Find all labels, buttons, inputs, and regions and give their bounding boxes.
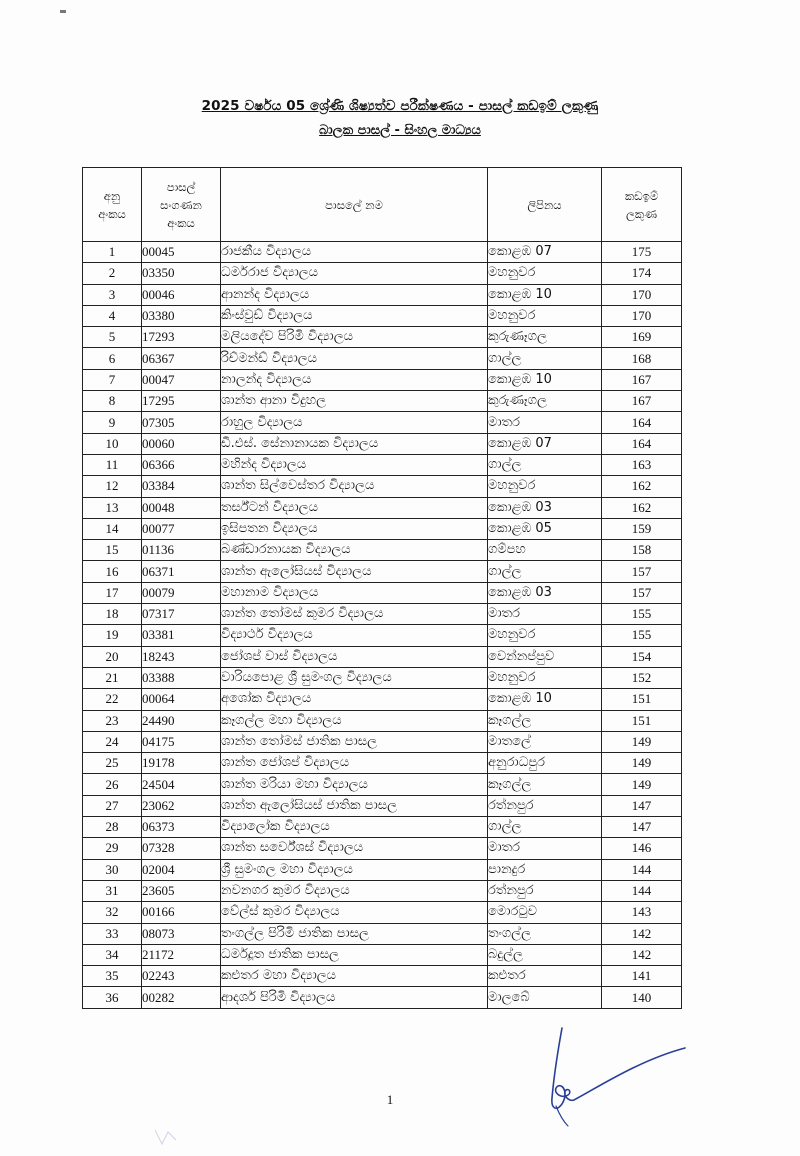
cell-cutoff: 149	[602, 774, 682, 795]
cell-address: කොළඹ 10	[488, 689, 602, 710]
cell-address: මාතර	[488, 604, 602, 625]
cell-school-name: ධර්මදූත ජාතික පාසල	[221, 944, 488, 965]
table-row	[83, 305, 682, 326]
cell-cutoff: 144	[602, 880, 682, 901]
table-row	[83, 966, 682, 987]
cell-address: මාතර	[488, 412, 602, 433]
cell-cutoff: 154	[602, 646, 682, 667]
cell-cutoff: 164	[602, 412, 682, 433]
cell-address: පානදුර	[488, 859, 602, 880]
cell-cutoff: 170	[602, 305, 682, 326]
page-number: 1	[386, 1092, 394, 1107]
cell-address: මහනුවර	[488, 667, 602, 688]
cell-school-name: තංගල්ල පිරිමි ජාතික පාසල	[221, 923, 488, 944]
cell-cutoff: 167	[602, 391, 682, 412]
cell-index: 23	[83, 710, 142, 731]
cell-school-name: වාරියපොළ ශ්‍රී සුමංගල විද්‍යාලය	[221, 667, 488, 688]
cell-school-code: 04175	[142, 731, 221, 752]
cell-school-code: 08073	[142, 923, 221, 944]
cell-address: කුරුණෑගල	[488, 327, 602, 348]
cell-school-name: ශාන්ත ඇලෝසියස් විද්‍යාලය	[221, 561, 488, 582]
cell-index: 25	[83, 753, 142, 774]
cell-index: 20	[83, 646, 142, 667]
cell-cutoff: 159	[602, 518, 682, 539]
cell-school-code: 18243	[142, 646, 221, 667]
cell-cutoff: 175	[602, 242, 682, 263]
cell-school-code: 00046	[142, 284, 221, 305]
cell-school-name: ආදර්ශ පිරිමි විද්‍යාලය	[221, 987, 488, 1008]
cell-school-name: ඉසිපතන විද්‍යාලය	[221, 518, 488, 539]
document-subtitle: බාලක පාසල් - සිංහල මාධ්‍යය	[319, 123, 481, 138]
cell-index: 14	[83, 518, 142, 539]
cell-address: මොරටුව	[488, 902, 602, 923]
cell-index: 1	[83, 242, 142, 263]
cell-index: 12	[83, 476, 142, 497]
faint-pen-mark	[150, 1110, 190, 1150]
cell-index: 35	[83, 966, 142, 987]
cell-school-code: 23062	[142, 795, 221, 816]
cell-school-name: නාලන්ද විද්‍යාලය	[221, 369, 488, 390]
header-school-code	[142, 168, 221, 242]
cell-school-name: ඩී.එස්. සේනානායක විද්‍යාලය	[221, 433, 488, 454]
cell-school-name: අශෝක විද්‍යාලය	[221, 689, 488, 710]
cell-school-name: විද්‍යාර්ථ විද්‍යාලය	[221, 625, 488, 646]
cell-school-name: ශාන්ත සර්වේශස් විද්‍යාලය	[221, 838, 488, 859]
table-row	[83, 391, 682, 412]
table-row	[83, 454, 682, 475]
cell-school-name: රිච්මන්ඩ් විද්‍යාලය	[221, 348, 488, 369]
cell-cutoff: 168	[602, 348, 682, 369]
table-row	[83, 710, 682, 731]
cell-cutoff: 170	[602, 284, 682, 305]
cutoff-marks-table	[82, 167, 682, 1009]
table-row	[83, 689, 682, 710]
table-row	[83, 284, 682, 305]
cell-address: බදුල්ල	[488, 944, 602, 965]
cell-cutoff: 155	[602, 625, 682, 646]
table-row	[83, 561, 682, 582]
cell-school-code: 07305	[142, 412, 221, 433]
table-row	[83, 902, 682, 923]
table-row	[83, 795, 682, 816]
cell-school-name: ශාන්ත මරියා මහා විද්‍යාලය	[221, 774, 488, 795]
cell-school-code: 17295	[142, 391, 221, 412]
cell-address: ගාල්ල	[488, 454, 602, 475]
cell-index: 3	[83, 284, 142, 305]
table-body	[83, 242, 682, 1009]
table-row	[83, 348, 682, 369]
cell-index: 11	[83, 454, 142, 475]
cell-school-name: කළුතර මහා විද්‍යාලය	[221, 966, 488, 987]
table-row	[83, 923, 682, 944]
table-row	[83, 604, 682, 625]
cell-index: 29	[83, 838, 142, 859]
cell-school-code: 01136	[142, 540, 221, 561]
cell-address: කෑගල්ල	[488, 774, 602, 795]
cell-index: 32	[83, 902, 142, 923]
table-header-row	[83, 168, 682, 242]
cell-address: මාලබේ	[488, 987, 602, 1008]
cell-address: ගම්පහ	[488, 540, 602, 561]
cell-index: 7	[83, 369, 142, 390]
table-row	[83, 327, 682, 348]
cell-school-name: කෑගල්ල මහා විද්‍යාලය	[221, 710, 488, 731]
table-row	[83, 817, 682, 838]
cell-cutoff: 157	[602, 582, 682, 603]
cell-index: 33	[83, 923, 142, 944]
cell-cutoff: 158	[602, 540, 682, 561]
cell-index: 8	[83, 391, 142, 412]
table-row	[83, 412, 682, 433]
cell-address: රත්නපුර	[488, 880, 602, 901]
cell-school-name: බණ්ඩාරනායක විද්‍යාලය	[221, 540, 488, 561]
cell-school-name: විද්‍යාලෝක විද්‍යාලය	[221, 817, 488, 838]
scan-artifact	[60, 10, 66, 13]
cell-index: 28	[83, 817, 142, 838]
table-row	[83, 625, 682, 646]
cell-address: කොළඹ 05	[488, 518, 602, 539]
cell-index: 34	[83, 944, 142, 965]
table-row	[83, 774, 682, 795]
table-row	[83, 667, 682, 688]
cell-school-code: 00047	[142, 369, 221, 390]
cell-cutoff: 143	[602, 902, 682, 923]
cell-cutoff: 147	[602, 817, 682, 838]
cell-address: අනුරාධපුර	[488, 753, 602, 774]
cell-school-code: 00048	[142, 497, 221, 518]
cell-cutoff: 169	[602, 327, 682, 348]
cell-index: 26	[83, 774, 142, 795]
cell-index: 36	[83, 987, 142, 1008]
cell-address: මාතර	[488, 838, 602, 859]
cell-cutoff: 157	[602, 561, 682, 582]
cell-address: කොළඹ 07	[488, 433, 602, 454]
cell-school-code: 03380	[142, 305, 221, 326]
cell-address: ගාල්ල	[488, 348, 602, 369]
cell-address: කුරුණෑගල	[488, 391, 602, 412]
header-cutoff	[602, 168, 682, 242]
cell-cutoff: 151	[602, 689, 682, 710]
cell-address: කෑගල්ල	[488, 710, 602, 731]
cell-school-name: මලියදේව පිරිමි විද්‍යාලය	[221, 327, 488, 348]
table-row	[83, 838, 682, 859]
table-row	[83, 582, 682, 603]
cell-school-name: මහානාම විද්‍යාලය	[221, 582, 488, 603]
cell-address: කොළඹ 03	[488, 582, 602, 603]
cell-cutoff: 146	[602, 838, 682, 859]
cell-school-name: ජෝශප් වාස් විද්‍යාලය	[221, 646, 488, 667]
cell-school-name: ශ්‍රී සුමංගල මහා විද්‍යාලය	[221, 859, 488, 880]
cell-school-name: ශාන්ත සිල්වෙස්තර විද්‍යාලය	[221, 476, 488, 497]
header-index-label: අනු අංකය	[98, 188, 126, 221]
cell-index: 21	[83, 667, 142, 688]
cell-cutoff: 142	[602, 944, 682, 965]
cell-index: 16	[83, 561, 142, 582]
cell-school-name: ශාන්ත ජෝශප් විද්‍යාලය	[221, 753, 488, 774]
cell-index: 17	[83, 582, 142, 603]
cell-school-name: ශාන්ත ආනා විදුහල	[221, 391, 488, 412]
cell-school-name: තර්ස්ටන් විද්‍යාලය	[221, 497, 488, 518]
table-row	[83, 476, 682, 497]
cell-index: 9	[83, 412, 142, 433]
cell-index: 15	[83, 540, 142, 561]
cell-school-code: 06367	[142, 348, 221, 369]
cell-address: මහනුවර	[488, 476, 602, 497]
cell-school-code: 00077	[142, 518, 221, 539]
header-cutoff-label: කඩඉම් ලකුණ	[624, 188, 659, 221]
cell-index: 30	[83, 859, 142, 880]
cell-index: 10	[83, 433, 142, 454]
cell-index: 31	[83, 880, 142, 901]
cell-address: තංගල්ල	[488, 923, 602, 944]
cell-school-code: 03384	[142, 476, 221, 497]
cell-address: මහනුවර	[488, 263, 602, 284]
table-row	[83, 518, 682, 539]
cell-school-code: 24490	[142, 710, 221, 731]
table-row	[83, 433, 682, 454]
cell-cutoff: 162	[602, 497, 682, 518]
cell-address: වෙන්නප්පුව	[488, 646, 602, 667]
cell-address: කොළඹ 10	[488, 369, 602, 390]
cell-index: 5	[83, 327, 142, 348]
cell-cutoff: 167	[602, 369, 682, 390]
cell-cutoff: 149	[602, 731, 682, 752]
cell-address: ගාල්ල	[488, 561, 602, 582]
table-row	[83, 369, 682, 390]
cell-school-code: 00045	[142, 242, 221, 263]
cell-index: 18	[83, 604, 142, 625]
cell-address: මහනුවර	[488, 305, 602, 326]
header-school-name: පාසලේ නම	[221, 168, 488, 242]
cell-school-code: 03381	[142, 625, 221, 646]
cell-school-code: 00166	[142, 902, 221, 923]
table-row	[83, 540, 682, 561]
cell-address: මාතලේ	[488, 731, 602, 752]
cell-school-code: 00064	[142, 689, 221, 710]
table-row	[83, 731, 682, 752]
cell-cutoff: 174	[602, 263, 682, 284]
cell-school-code: 07317	[142, 604, 221, 625]
document-title: 2025 වර්ෂය 05 ශ්‍රේණි ශිෂ්‍යත්ව පරීක්ෂණය - පාසල් කඩඉම් ලකුණු	[201, 98, 599, 114]
cell-school-code: 02243	[142, 966, 221, 987]
table-row	[83, 263, 682, 284]
cell-school-name: ධර්මරාජ විද්‍යාලය	[221, 263, 488, 284]
table-row	[83, 497, 682, 518]
cell-school-name: රාහුල විද්‍යාලය	[221, 412, 488, 433]
cell-cutoff: 164	[602, 433, 682, 454]
cell-school-code: 24504	[142, 774, 221, 795]
cell-cutoff: 151	[602, 710, 682, 731]
cell-school-code: 00079	[142, 582, 221, 603]
cell-cutoff: 162	[602, 476, 682, 497]
cell-cutoff: 141	[602, 966, 682, 987]
cell-cutoff: 163	[602, 454, 682, 475]
cell-index: 24	[83, 731, 142, 752]
cell-school-code: 17293	[142, 327, 221, 348]
cell-index: 6	[83, 348, 142, 369]
cell-address: කොළඹ 03	[488, 497, 602, 518]
cell-school-code: 02004	[142, 859, 221, 880]
cell-address: කළුතර	[488, 966, 602, 987]
cell-school-name: මහින්ද විද්‍යාලය	[221, 454, 488, 475]
header-school-code-label: පාසල් සංගණන අංකය	[160, 179, 202, 230]
cell-address: කොළඹ 07	[488, 242, 602, 263]
table-row	[83, 242, 682, 263]
cell-school-name: වේල්ස් කුමර විද්‍යාලය	[221, 902, 488, 923]
cell-school-name: ශාන්ත ඇලෝසියස් ජාතික පාසල	[221, 795, 488, 816]
cell-address: මහනුවර	[488, 625, 602, 646]
cell-school-code: 03388	[142, 667, 221, 688]
cell-school-code: 07328	[142, 838, 221, 859]
cell-cutoff: 155	[602, 604, 682, 625]
cell-cutoff: 140	[602, 987, 682, 1008]
cell-school-name: ශාන්ත තෝමස් කුමර විද්‍යාලය	[221, 604, 488, 625]
cell-school-code: 03350	[142, 263, 221, 284]
cell-index: 22	[83, 689, 142, 710]
cell-school-name: නවනගර කුමර විද්‍යාලය	[221, 880, 488, 901]
cell-address: කොළඹ 10	[488, 284, 602, 305]
cell-school-name: කිංස්වුඩ් විද්‍යාලය	[221, 305, 488, 326]
cell-school-code: 06373	[142, 817, 221, 838]
header-index	[83, 168, 142, 242]
cell-school-code: 19178	[142, 753, 221, 774]
cell-index: 2	[83, 263, 142, 284]
cell-cutoff: 149	[602, 753, 682, 774]
signature-icon	[540, 1020, 690, 1130]
cell-cutoff: 147	[602, 795, 682, 816]
cell-address: ගාල්ල	[488, 817, 602, 838]
cell-cutoff: 152	[602, 667, 682, 688]
table-row	[83, 880, 682, 901]
cell-school-code: 06366	[142, 454, 221, 475]
cell-cutoff: 144	[602, 859, 682, 880]
table-row	[83, 646, 682, 667]
table-row	[83, 944, 682, 965]
cell-school-code: 21172	[142, 944, 221, 965]
cell-school-name: රාජකීය විද්‍යාලය	[221, 242, 488, 263]
header-address: ලිපිනය	[488, 168, 602, 242]
cell-school-name: ශාන්ත තෝමස් ජාතික පාසල	[221, 731, 488, 752]
table-row	[83, 859, 682, 880]
cell-school-name: ආනන්ද විද්‍යාලය	[221, 284, 488, 305]
cell-address: රත්නපුර	[488, 795, 602, 816]
cell-index: 19	[83, 625, 142, 646]
cell-school-code: 23605	[142, 880, 221, 901]
cell-index: 27	[83, 795, 142, 816]
cell-school-code: 06371	[142, 561, 221, 582]
cell-index: 4	[83, 305, 142, 326]
cell-cutoff: 142	[602, 923, 682, 944]
table-row	[83, 753, 682, 774]
cell-school-code: 00060	[142, 433, 221, 454]
table-row	[83, 987, 682, 1008]
cell-school-code: 00282	[142, 987, 221, 1008]
cell-index: 13	[83, 497, 142, 518]
